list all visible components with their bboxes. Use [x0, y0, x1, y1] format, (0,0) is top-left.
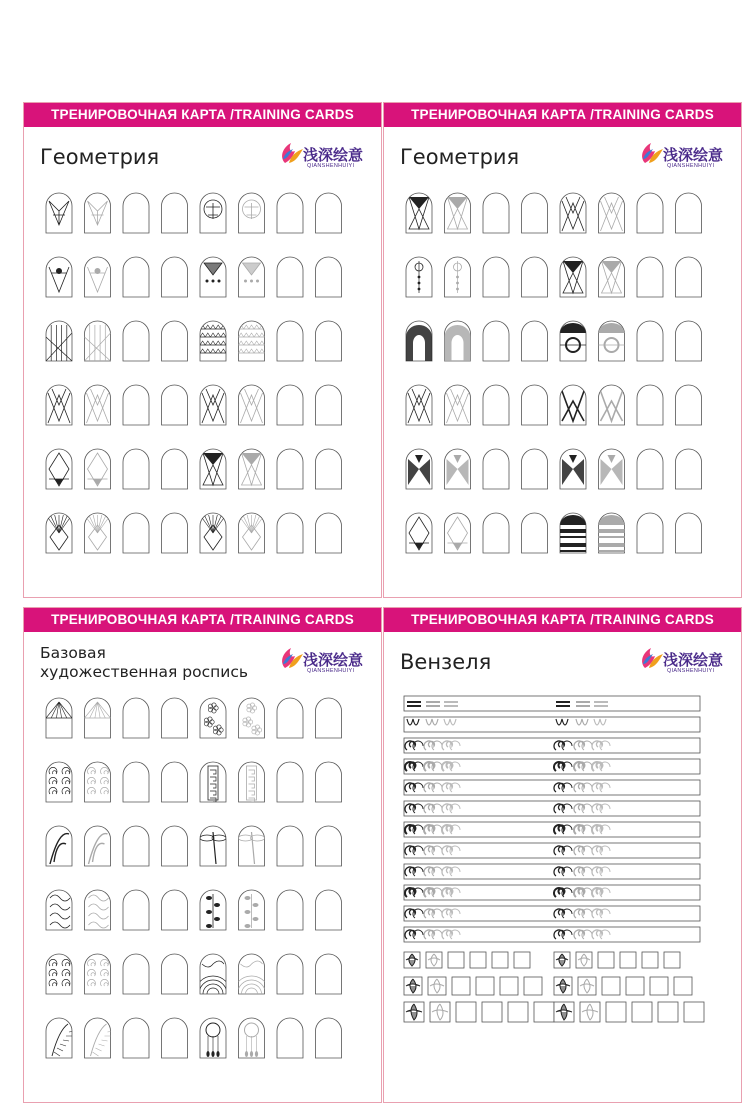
nail-template	[85, 513, 111, 553]
card-title: Вензеля	[400, 650, 492, 674]
motif-practice-box	[456, 1002, 476, 1022]
nail-template	[599, 385, 625, 425]
motif-practice-box	[534, 1002, 554, 1022]
nail-template	[162, 698, 188, 738]
motif-practice-box	[470, 952, 486, 968]
nail-template	[406, 513, 432, 553]
nail-template	[406, 193, 432, 233]
motif-practice-box	[620, 952, 636, 968]
nail-template	[599, 449, 625, 489]
card-title: Геометрия	[400, 145, 520, 169]
nail-template	[85, 698, 111, 738]
nail-template	[483, 193, 509, 233]
nail-template	[316, 257, 342, 297]
nail-practice-grid	[384, 103, 743, 599]
scroll-practice-strip	[404, 885, 700, 900]
motif-practice-box	[576, 952, 592, 968]
nail-template	[445, 257, 471, 297]
motif-practice-box	[650, 977, 668, 995]
nail-template	[46, 954, 72, 994]
nail-template	[560, 193, 586, 233]
nail-template	[85, 449, 111, 489]
nail-template	[123, 954, 149, 994]
nail-template	[200, 1018, 226, 1058]
nail-template	[676, 513, 702, 553]
scroll-practice-strip	[404, 843, 700, 858]
nail-template	[316, 513, 342, 553]
motif-practice-box	[554, 977, 572, 995]
nail-template	[277, 449, 303, 489]
nail-template	[162, 954, 188, 994]
training-card-art-painting	[23, 607, 382, 1103]
nail-template	[85, 257, 111, 297]
nail-template	[676, 257, 702, 297]
nail-template	[234, 954, 270, 994]
nail-template	[46, 826, 72, 866]
nail-template	[85, 1018, 114, 1058]
motif-practice-box	[598, 952, 614, 968]
nail-template	[200, 385, 226, 425]
motif-practice-box	[606, 1002, 626, 1022]
motif-practice-box	[508, 1002, 528, 1022]
nail-template	[200, 513, 226, 553]
nail-template	[637, 385, 663, 425]
nail-template	[46, 513, 72, 553]
nail-template	[522, 449, 548, 489]
motif-practice-box	[658, 1002, 678, 1022]
motif-practice-box	[482, 1002, 502, 1022]
nail-template	[316, 385, 342, 425]
nail-template	[162, 890, 188, 930]
nail-template	[637, 513, 663, 553]
card-banner: ТРЕНИРОВОЧНАЯ КАРТА /TRAINING CARDS	[24, 103, 381, 127]
nail-template	[316, 826, 342, 866]
nail-template	[637, 193, 663, 233]
nail-template	[483, 257, 509, 297]
nail-template	[46, 385, 72, 425]
nail-template	[560, 321, 586, 361]
nail-template	[483, 449, 509, 489]
brand-name: 浅深绘意	[663, 146, 724, 164]
nail-template	[676, 385, 702, 425]
nail-template	[316, 1018, 342, 1058]
nail-template	[46, 449, 72, 489]
nail-template	[277, 257, 303, 297]
scroll-practice-strip	[404, 780, 700, 795]
card-banner: ТРЕНИРОВОЧНАЯ КАРТА /TRAINING CARDS	[384, 608, 741, 632]
nail-template	[277, 1018, 303, 1058]
nail-template	[637, 257, 663, 297]
nail-template	[123, 193, 149, 233]
nail-template	[85, 385, 111, 425]
nail-template	[676, 449, 702, 489]
nail-template	[522, 193, 548, 233]
motif-practice-box	[580, 1002, 600, 1022]
nail-template	[277, 826, 303, 866]
motif-practice-box	[554, 952, 570, 968]
card-banner: ТРЕНИРОВОЧНАЯ КАРТА /TRAINING CARDS	[384, 103, 741, 127]
nail-template	[239, 826, 265, 866]
nail-template	[239, 890, 265, 930]
nail-template	[522, 257, 548, 297]
nail-template	[560, 257, 586, 297]
nail-template	[316, 698, 342, 738]
scroll-practice-strip	[404, 759, 700, 774]
nail-template	[522, 513, 548, 553]
motif-practice-box	[602, 977, 620, 995]
nail-template	[46, 321, 72, 361]
motif-practice-box	[642, 952, 658, 968]
nail-template	[445, 449, 471, 489]
nail-template	[123, 513, 149, 553]
nail-template	[162, 762, 188, 802]
scroll-practice-strip	[404, 738, 700, 753]
nail-template	[46, 890, 72, 930]
nail-template	[522, 385, 548, 425]
nail-template	[316, 890, 342, 930]
nail-template	[85, 193, 111, 233]
motif-practice-box	[578, 977, 596, 995]
motif-practice-box	[448, 952, 464, 968]
nail-template	[483, 513, 509, 553]
scroll-practice-strip	[404, 696, 700, 711]
card-banner: ТРЕНИРОВОЧНАЯ КАРТА /TRAINING CARDS	[24, 608, 381, 632]
nail-template	[162, 449, 188, 489]
nail-template	[277, 762, 303, 802]
nail-template	[123, 698, 149, 738]
brand-name: 浅深绘意	[303, 651, 364, 669]
scroll-practice-strip	[404, 717, 700, 732]
nail-template	[239, 1018, 265, 1058]
nail-template	[123, 257, 149, 297]
nail-template	[637, 321, 663, 361]
nail-template	[123, 826, 149, 866]
nail-template	[277, 698, 303, 738]
brand-pinyin: QIANSHENHUIYI	[667, 668, 715, 674]
brand-name: 浅深绘意	[303, 146, 364, 164]
nail-template	[445, 321, 471, 361]
nail-template	[406, 385, 432, 425]
nail-template	[316, 954, 342, 994]
nail-template	[560, 385, 586, 425]
nail-template	[483, 385, 509, 425]
nail-template	[239, 698, 265, 738]
nail-template	[239, 257, 265, 297]
nail-template	[85, 890, 111, 930]
nail-template	[46, 257, 72, 297]
nail-template	[316, 321, 342, 361]
motif-practice-box	[430, 1002, 450, 1022]
nail-template	[239, 449, 265, 489]
nail-template	[200, 449, 226, 489]
nail-template	[676, 193, 702, 233]
nail-template	[162, 1018, 188, 1058]
motif-practice-box	[514, 952, 530, 968]
nail-template	[85, 826, 111, 866]
card-title-line2: художественная роспись	[40, 663, 248, 681]
nail-template	[162, 321, 188, 361]
nail-template	[277, 890, 303, 930]
nail-template	[277, 954, 303, 994]
nail-template	[406, 449, 432, 489]
nail-template	[599, 513, 625, 553]
motif-practice-box	[426, 952, 442, 968]
brand-pinyin: QIANSHENHUIYI	[307, 163, 355, 169]
nail-template	[123, 321, 149, 361]
nail-template	[316, 193, 342, 233]
training-card-scrolls	[383, 607, 742, 1103]
motif-practice-box	[632, 1002, 652, 1022]
nail-template	[316, 449, 342, 489]
nail-practice-grid	[24, 103, 383, 599]
nail-template	[200, 698, 226, 738]
nail-template	[195, 954, 231, 994]
motif-practice-box	[492, 952, 508, 968]
brand-name: 浅深绘意	[663, 651, 724, 669]
nail-template	[85, 954, 111, 994]
nail-template	[277, 385, 303, 425]
card-title: Геометрия	[40, 145, 160, 169]
nail-template	[277, 513, 303, 553]
motif-practice-box	[404, 977, 422, 995]
nail-template	[637, 449, 663, 489]
nail-template	[162, 193, 188, 233]
nail-template	[200, 257, 226, 297]
nail-template	[200, 826, 226, 866]
motif-practice-box	[524, 977, 542, 995]
nail-template	[123, 1018, 149, 1058]
nail-template	[200, 193, 226, 233]
motif-practice-box	[500, 977, 518, 995]
motif-practice-box	[428, 977, 446, 995]
nail-template	[599, 193, 625, 233]
nail-template	[123, 385, 149, 425]
training-card-geometry-1	[23, 102, 382, 598]
training-card-geometry-2	[383, 102, 742, 598]
brand-pinyin: QIANSHENHUIYI	[667, 163, 715, 169]
nail-template	[522, 321, 548, 361]
nail-template	[445, 385, 471, 425]
nail-template	[162, 826, 188, 866]
motif-practice-box	[664, 952, 680, 968]
motif-practice-box	[674, 977, 692, 995]
scroll-practice-strip	[404, 864, 700, 879]
nail-template	[599, 321, 625, 361]
nail-template	[239, 193, 265, 233]
nail-template	[85, 321, 111, 361]
nail-template	[483, 321, 509, 361]
nail-template	[406, 321, 432, 361]
motif-practice-box	[626, 977, 644, 995]
nail-template	[239, 513, 265, 553]
nail-template	[46, 762, 72, 802]
nail-template	[445, 513, 471, 553]
card-title-line1: Базовая	[40, 644, 106, 662]
nail-template	[162, 257, 188, 297]
nail-template	[85, 762, 111, 802]
scroll-practice-strip	[404, 906, 700, 921]
nail-template	[162, 513, 188, 553]
motif-practice-box	[404, 1002, 424, 1022]
nail-practice-grid	[24, 608, 383, 1104]
nail-template	[200, 890, 226, 930]
motif-practice-box	[476, 977, 494, 995]
nail-template	[277, 193, 303, 233]
nail-template	[46, 193, 72, 233]
motif-practice-box	[404, 952, 420, 968]
nail-template	[560, 513, 586, 553]
nail-template	[46, 1018, 75, 1058]
motif-practice-box	[554, 1002, 574, 1022]
nail-template	[277, 321, 303, 361]
nail-template	[200, 762, 226, 802]
nail-template	[445, 193, 471, 233]
nail-template	[239, 762, 265, 802]
nail-template	[316, 762, 342, 802]
nail-template	[123, 449, 149, 489]
nail-template	[200, 321, 226, 361]
motif-practice-box	[684, 1002, 704, 1022]
nail-template	[162, 385, 188, 425]
nail-template	[599, 257, 625, 297]
nail-template	[676, 321, 702, 361]
scroll-practice-grid	[384, 608, 743, 1104]
nail-template	[123, 890, 149, 930]
nail-template	[560, 449, 586, 489]
scroll-practice-strip	[404, 822, 700, 837]
brand-pinyin: QIANSHENHUIYI	[307, 668, 355, 674]
motif-practice-box	[452, 977, 470, 995]
scroll-practice-strip	[404, 801, 700, 816]
nail-template	[123, 762, 149, 802]
scroll-practice-strip	[404, 927, 700, 942]
nail-template	[239, 385, 265, 425]
nail-template	[406, 257, 432, 297]
nail-template	[239, 321, 265, 361]
nail-template	[46, 698, 72, 738]
